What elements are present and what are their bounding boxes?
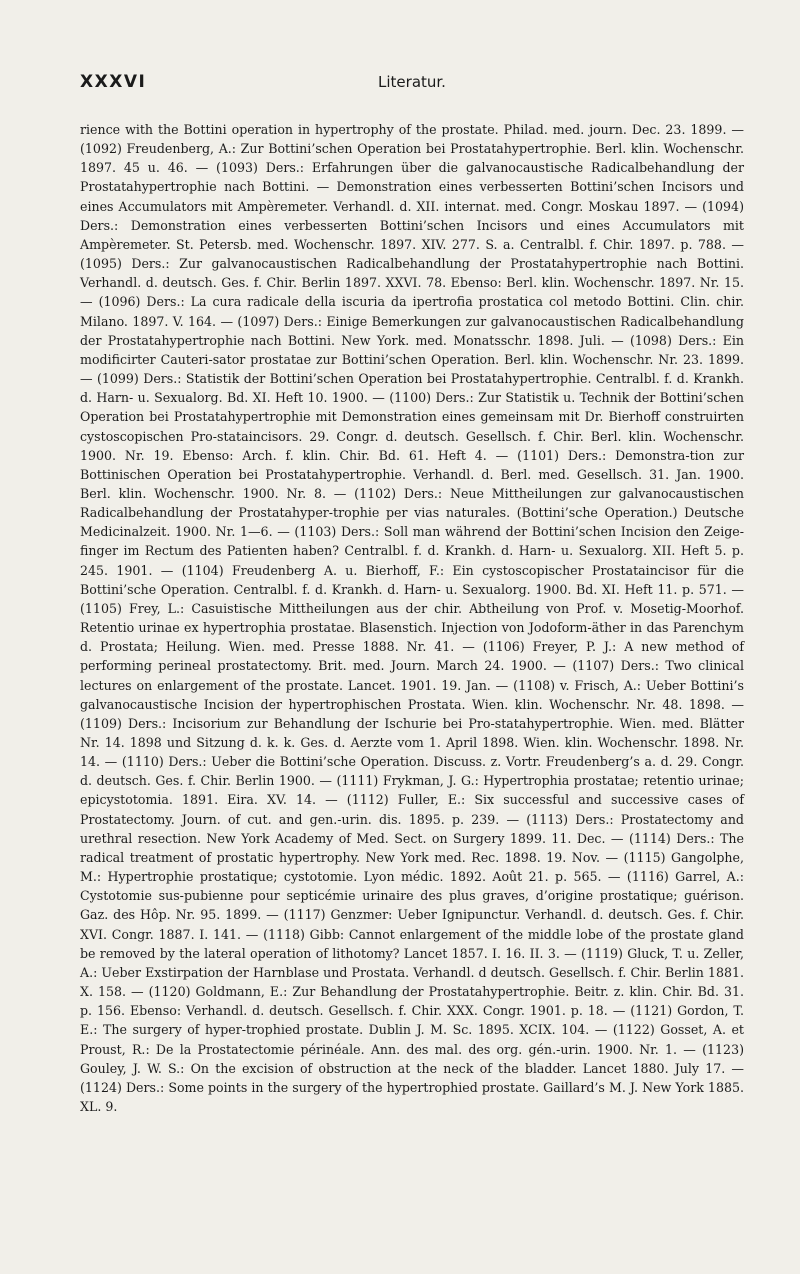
bibliography-text: rience with the Bottini operation in hypertrophy of the prostate. Philad. med. journ. Dec. 23. 1899. — (1092) Freudenberg, A.: Zur Bottini’schen Operation bei Prostatahypertrophie. Berl. klin. Wochenschr. 1897. 45 u. 46. — (1093) Ders.: Erfahrungen über die galvanocaustische Radicalbehandlung der Prostatahypertrophie nach Bottini. — Demonstration eines verbesserten Bottini’schen Incisors und eines Accumulators mit Ampèremeter. Verhandl. d. XII. internat. med. Congr. Moskau 1897. — (1094) Ders.: Demonstration eines verbesserten Bottini’schen Incisors und eines Accumulators mit Ampèremeter. St. Petersb. med. Wochenschr. 1897. XIV. 277. S. a. Centralbl. f. Chir. 1897. p. 788. — (1095) Ders.: Zur galvanocaustischen Radicalbehandlung der Prostatahypertrophie nach Bottini. Verhandl. d. deutsch. Ges. f. Chir. Berlin 1897. XXVI. 78. Ebenso: Berl. klin. Wochenschr. 1897. Nr. 15. — (1096) Ders.: La cura radicale della iscuria da ipertrofia prostatica col metodo Bottini. Clin. chir. Milano. 1897. V. 164. — (1097) Ders.: Einige Bemerkungen zur galvanocaustischen Radicalbehandlung der Prostatahypertrophie nach Bottini. New York. med. Monatsschr. 1898. Juli. — (1098) Ders.: Ein modificirter Cauteri-sator prostatae zur Bottini’schen Operation. Berl. klin. Wochenschr. Nr. 23. 1899. — (1099) Ders.: Statistik der Bottini’schen Operation bei Prostatahypertrophie. Centralbl. f. d. Krankh. d. Harn- u. Sexualorg. Bd. XI. Heft 10. 1900. — (1100) Ders.: Zur Statistik u. Technik der Bottini’schen Operation bei Prostatahypertrophie mit Demonstration eines gemeinsam mit Dr. Bierhoff construirten cystoscopischen Pro-stataincisors. 29. Congr. d. deutsch. Gesellsch. f. Chir. Berl. klin. Wochenschr. 1900. Nr. 19. Ebenso: Arch. f. klin. Chir. Bd. 61. Heft 4. — (1101) Ders.: Demonstra-tion zur Bottinischen Operation bei Prostatahypertrophie. Verhandl. d. Berl. med. Gesellsch. 31. Jan. 1900. Berl. klin. Wochenschr. 1900. Nr. 8. — (1102) Ders.: Neue Mittheilungen zur galvanocaustischen Radicalbehandlung der Prostatahyper-trophie per vias naturales. (Bottini’sche Operation.) Deutsche Medicinalzeit. 1900. Nr. 1—6. — (1103) Ders.: Soll man während der Bottini’schen Incision den Zeige-finger im Rectum des Patienten haben? Centralbl. f. d. Krankh. d. Harn- u. Sexualorg. XII. Heft 5. p. 245. 1901. — (1104) Freudenberg A. u. Bierhoff, F.: Ein cystoscopischer Prostataincisor für die Bottini’sche Operation. Centralbl. f. d. Krankh. d. Harn- u. Sexualorg. 1900. Bd. XI. Heft 11. p. 571. — (1105) Frey, L.: Casuistische Mittheilungen aus der chir. Abtheilung von Prof. v. Mosetig-Moorhof. Retentio urinae ex hypertrophia prostatae. Blasenstich. Injection von Jodoform-äther in das Parenchym d. Prostata; Heilung. Wien. med. Presse 1888. Nr. 41. — (1106) Freyer, P. J.: A new method of performing perineal prostatectomy. Brit. med. Journ. March 24. 1900. — (1107) Ders.: Two clinical lectures on enlargement of the prostate. Lancet. 1901. 19. Jan. — (1108) v. Frisch, A.: Ueber Bottini’s galvanocaustische Incision der hypertrophischen Prostata. Wien. klin. Wochenschr. Nr. 48. 1898. — (1109) Ders.: Incisorium zur Behandlung der Ischurie bei Pro-statahypertrophie. Wien. med. Blätter Nr. 14. 1898 und Sitzung d. k. k. Ges. d. Aerzte vom 1. April 1898. Wien. klin. Wochenschr. 1898. Nr. 14. — (1110) Ders.: Ueber die Bottini’sche Operation. Discuss. z. Vortr. Freudenberg’s a. d. 29. Congr. d. deutsch. Ges. f. Chir. Berlin 1900. — (1111) Frykman, J. G.: Hypertrophia prostatae; retentio urinae; epicystotomia. 1891. Eira. XV. 14. — (1112) Fuller, E.: Six successful and successive cases of Prostatectomy. Journ. of cut. and gen.-urin. dis. 1895. p. 239. — (1113) Ders.: Prostatectomy and urethral resection. New York Academy of Med. Sect. on Surgery 1899. 11. Dec. — (1114) Ders.: The radical treatment of prostatic hypertrophy. New York med. Rec. 1898. 19. Nov. — (1115) Gangolphe, M.: Hypertrophie prostatique; cystotomie. Lyon médic. 1892. Août 21. p. 565. — (1116) Garrel, A.: Cystotomie sus-pubienne pour septicémie urinaire des plus graves, d’origine prostatique; guérison. Gaz. des Hôp. Nr. 95. 1899. — (1117) Genzmer: Ueber Ignipunctur. Verhandl. d. deutsch. Ges. f. Chir. XVI. Congr. 1887. I. 141. — (1118) Gibb: Cannot enlargement of the middle lobe of the prostate gland be removed by the lateral operation of lithotomy? Lancet 1857. I. 16. II. 3. — (1119) Gluck, T. u. Zeller, A.: Ueber Exstirpation der Harnblase und Prostata. Verhandl. d deutsch. Gesellsch. f. Chir. Berlin 1881. X. 158. — (1120) Goldmann, E.: Zur Behandlung der Prostatahypertrophie. Beitr. z. klin. Chir. Bd. 31. p. 156. Ebenso: Verhandl. d. deutsch. Gesellsch. f. Chir. XXX. Congr. 1901. p. 18. — (1121) Gordon, T. E.: The surgery of hyper-trophied prostate. Dublin J. M. Sc. 1895. XCIX. 104. — (1122) Gosset, A. et Proust, R.: De la Prostatectomie périnéale. Ann. des mal. des org. gén.-urin. 1900. Nr. 1. — (1123) Gouley, J. W. S.: On the excision of obstruction at the neck of the bladder. Lancet 1880. July 17. — (1124) Ders.: Some points in the surgery of the hypertrophied prostate. Gaillard’s M. J. New York 1885. XL. 9. (80, 122, 744, 1114)
page-header (80, 72, 744, 106)
running-head: Literatur. (378, 73, 446, 91)
page-number: XXXVI (80, 72, 147, 92)
